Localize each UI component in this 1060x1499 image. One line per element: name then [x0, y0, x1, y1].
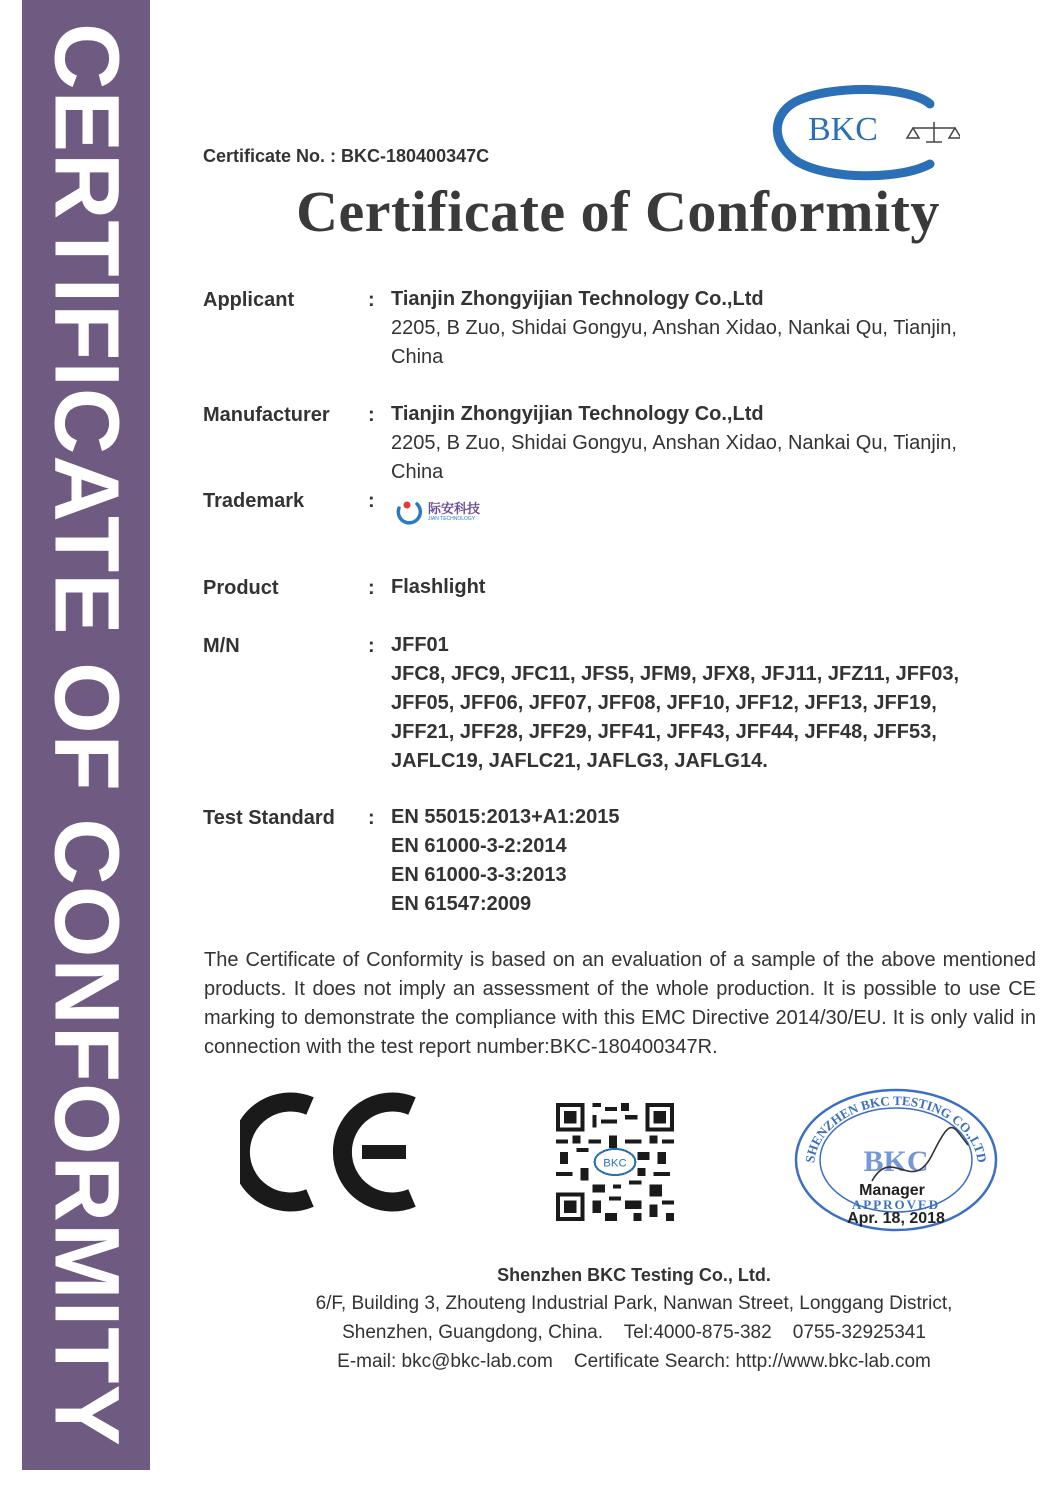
trademark-text-en: JIAN TECHNOLOGY: [428, 516, 476, 522]
standard-line: EN 61000-3-3:2013: [391, 864, 567, 886]
stamp-center-text: BKC: [863, 1145, 929, 1178]
product-value: [391, 573, 485, 602]
trademark-label: Trademark: [203, 490, 305, 512]
approved-stamp: [792, 1085, 1000, 1235]
mn-line: JFF05, JFF06, JFF07, JFF08, JFF10, JFF12, JFF13, JFF19,: [391, 692, 937, 714]
trademark-mark-icon: [395, 498, 425, 526]
page-title: Certificate of Conformity: [296, 179, 940, 244]
mn-label: M/N: [203, 635, 240, 657]
trademark-text-cn: 际安科技: [428, 501, 481, 516]
standard-line: EN 55015:2013+A1:2015: [391, 806, 620, 828]
mn-value: [391, 631, 959, 776]
qr-center-logo-text: BKC: [603, 1157, 627, 1170]
scale-icon: [907, 122, 960, 142]
mn-line: JFC8, JFC9, JFC11, JFS5, JFM9, JFX8, JFJ11, JFZ11, JFF03,: [391, 663, 960, 685]
sidebar-banner: [22, 0, 150, 1470]
applicant-address-line2: China: [391, 346, 444, 368]
conformity-statement: The Certificate of Conformity is based on an evaluation of a sample of the above mentioned products. It does not imply an assessment of the whole production. It is possible to use CE marking to demonstrate the compliance with this EMC Directive 2014/30/EU. It is only valid in connection with the test report number:BKC-180400347R.: [204, 949, 1036, 1058]
trademark-logo: [395, 498, 480, 526]
test-standard-label: Test Standard: [203, 807, 335, 829]
manufacturer-address-line1: 2205, B Zuo, Shidai Gongyu, Anshan Xidao, Nankai Qu, Tianjin,: [391, 432, 957, 454]
issuer-address-line2: Shenzhen, Guangdong, China. Tel:4000-875-382 0755-32925341: [342, 1322, 926, 1343]
certificate-number: Certificate No. : BKC-180400347C: [203, 146, 490, 166]
applicant-address-line1: 2205, B Zuo, Shidai Gongyu, Anshan Xidao, Nankai Qu, Tianjin,: [391, 317, 957, 339]
stamp-date: Apr. 18, 2018: [847, 1210, 945, 1227]
colon: :: [368, 577, 375, 599]
manufacturer-name: Tianjin Zhongyijian Technology Co.,Ltd: [391, 403, 764, 425]
manufacturer-address-line2: China: [391, 461, 444, 483]
standard-line: EN 61000-3-2:2014: [391, 835, 567, 857]
bkc-logo-text: BKC: [808, 111, 878, 148]
applicant-value: [391, 285, 957, 372]
mn-line: JFF21, JFF28, JFF29, JFF41, JFF43, JFF44, JFF48, JFF53,: [391, 721, 937, 743]
colon: :: [368, 289, 375, 311]
stamp-role: Manager: [859, 1182, 925, 1199]
product-name: Flashlight: [391, 576, 486, 598]
manufacturer-value: [391, 400, 957, 487]
stamp-approved-text: APPROVED: [851, 1197, 941, 1212]
sidebar-title: CERTIFICATE OF CONFORMITY: [35, 23, 138, 1447]
applicant-name: Tianjin Zhongyijian Technology Co.,Ltd: [391, 288, 764, 310]
standard-line: EN 61547:2009: [391, 893, 532, 915]
mn-line: JAFLC19, JAFLC21, JAFLG3, JAFLG14.: [391, 750, 768, 772]
mn-line: JFF01: [391, 634, 449, 656]
issuer-address-line1: 6/F, Building 3, Zhouteng Industrial Park, Nanwan Street, Longgang District,: [315, 1293, 953, 1314]
colon: :: [368, 807, 375, 829]
stamp-ring-text: SHENZHEN BKC TESTING CO.,LTD: [802, 1092, 990, 1164]
colon: :: [368, 490, 375, 512]
product-label: Product: [203, 577, 279, 599]
qr-code: [555, 1103, 675, 1221]
manufacturer-label: Manufacturer: [203, 404, 330, 426]
bkc-logo: [770, 84, 960, 184]
ce-mark-icon: [240, 1092, 425, 1212]
applicant-label: Applicant: [203, 289, 295, 311]
test-standard-value: [391, 803, 620, 919]
issuer-contact-line: E-mail: bkc@bkc-lab.com Certificate Search: http://www.bkc-lab.com: [337, 1351, 931, 1372]
issuer-company-name: Shenzhen BKC Testing Co., Ltd.: [497, 1265, 771, 1285]
colon: :: [368, 404, 375, 426]
colon: :: [368, 635, 375, 657]
